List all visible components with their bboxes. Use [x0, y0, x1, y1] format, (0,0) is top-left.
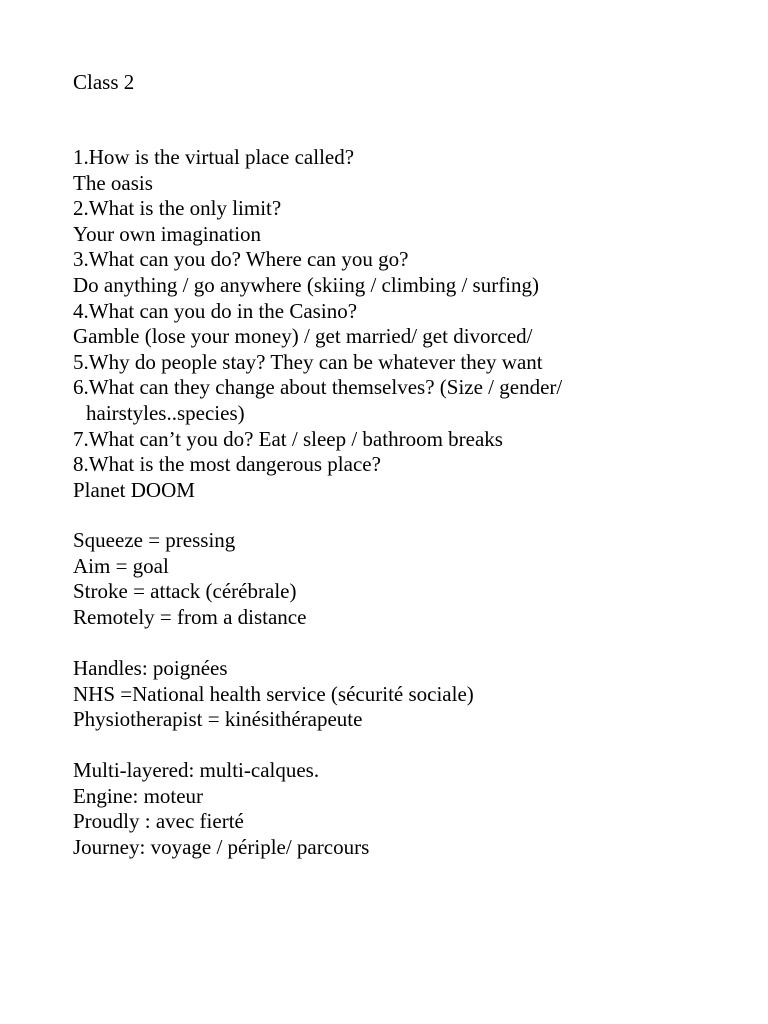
- question-line: 6.What can they change about themselves? (Size / gender/: [73, 375, 563, 400]
- vocabulary-list-2: [73, 656, 474, 733]
- question-line: 7.What can’t you do? Eat / sleep / bathroom breaks: [73, 426, 503, 451]
- question-line-continued: hairstyles..species): [86, 400, 245, 425]
- answer-line: Gamble (lose your money) / get married/ get divorced/: [73, 324, 533, 349]
- vocabulary-line: Squeeze = pressing: [73, 528, 236, 552]
- question-line: 8.What is the most dangerous place?: [73, 452, 381, 477]
- vocabulary-list-1: [73, 528, 306, 630]
- vocabulary-line: Proudly : avec fierté: [73, 809, 244, 834]
- vocabulary-line: Handles: poignées: [73, 656, 228, 680]
- vocabulary-line: Multi-layered: multi-calques.: [73, 758, 320, 782]
- vocabulary-line: Remotely = from a distance: [73, 604, 307, 629]
- vocabulary-line: Stroke = attack (cérébrale): [73, 579, 297, 604]
- answer-line: The oasis: [73, 170, 153, 195]
- answer-line: Your own imagination: [73, 221, 262, 246]
- question-line: 5.Why do people stay? They can be whatever they want: [73, 349, 543, 374]
- vocabulary-line: Engine: moteur: [73, 783, 204, 808]
- vocabulary-list-3: [73, 758, 369, 860]
- question-line: 4.What can you do in the Casino?: [73, 298, 358, 323]
- questions-answers-list: [73, 145, 562, 503]
- question-line: 1.How is the virtual place called?: [73, 145, 355, 169]
- question-line: 2.What is the only limit?: [73, 196, 282, 221]
- answer-line: Planet DOOM: [73, 477, 195, 502]
- vocabulary-line: NHS =National health service (sécurité sociale): [73, 681, 474, 706]
- vocabulary-line: Journey: voyage / périple/ parcours: [73, 834, 370, 859]
- answer-line: Do anything / go anywhere (skiing / climbing / surfing): [73, 272, 540, 297]
- vocabulary-line: Aim = goal: [73, 553, 169, 578]
- document-title: Class 2: [73, 70, 135, 94]
- question-line: 3.What can you do? Where can you go?: [73, 247, 409, 272]
- vocabulary-line: Physiotherapist = kinésithérapeute: [73, 707, 363, 732]
